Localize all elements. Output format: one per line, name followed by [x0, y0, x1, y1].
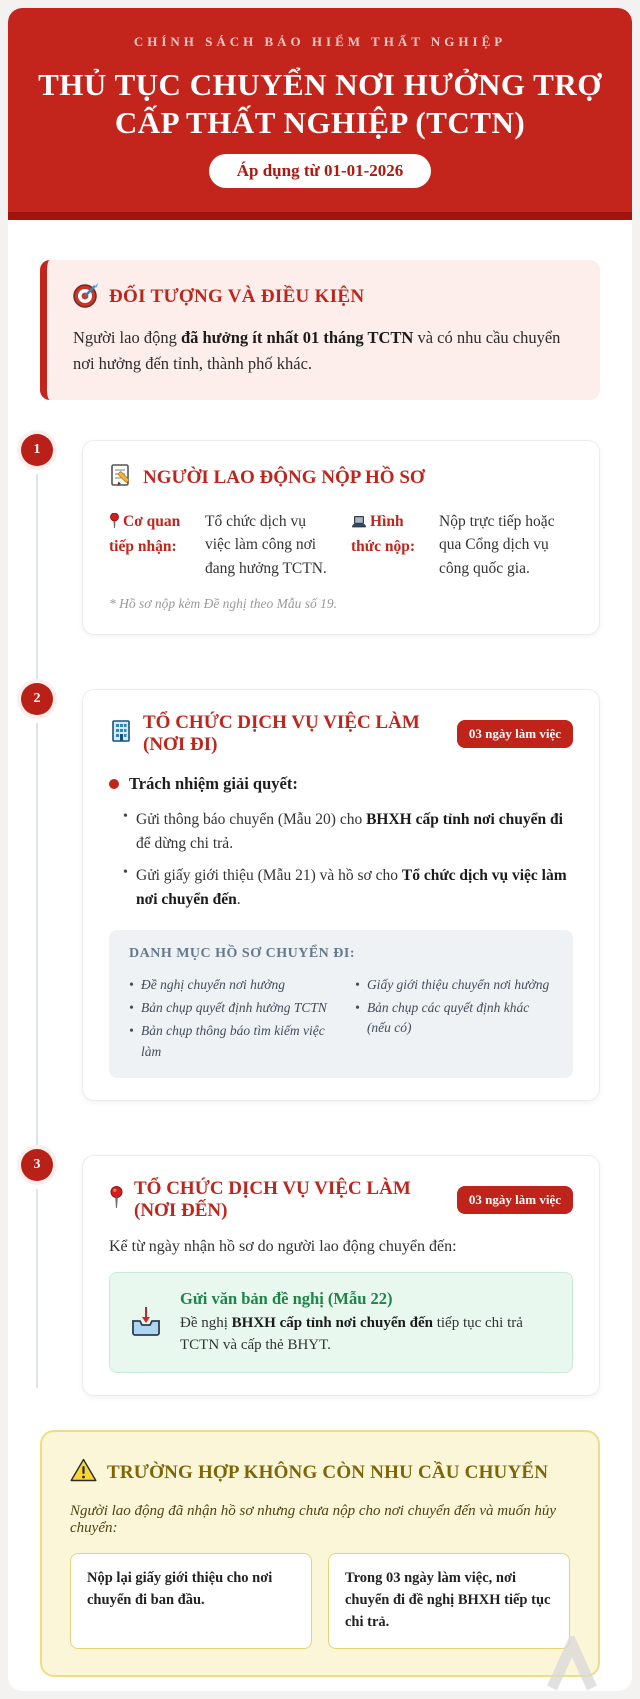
step-2-bullet-2: • Gửi giấy giới thiệu (Mẫu 21) và hồ sơ cho Tổ chức dịch vụ việc làm nơi chuyển đến.	[123, 864, 573, 912]
warning-icon	[70, 1458, 97, 1487]
step-2-card	[82, 689, 600, 1101]
submission-method-block	[351, 510, 573, 580]
sheet	[8, 8, 632, 1691]
eligibility-title: ĐỐI TƯỢNG VÀ ĐIỀU KIỆN	[109, 286, 365, 308]
doc-item: • Bản chụp quyết định hưởng TCTN	[129, 998, 337, 1018]
memo-pencil-icon	[109, 463, 133, 492]
step-1-heading	[109, 463, 573, 492]
receiving-agency-text: Tổ chức dịch vụ việc làm công nơi đang hưởng TCTN.	[205, 513, 327, 577]
cancel-boxes	[70, 1553, 570, 1648]
cancel-box-1: Nộp lại giấy giới thiệu cho nơi chuyển đi ban đầu.	[70, 1553, 312, 1648]
timeline-connector	[36, 723, 38, 1159]
step-3-intro: Kể từ ngày nhận hồ sơ do người lao động chuyển đến:	[109, 1237, 457, 1255]
doc-item: • Giấy giới thiệu chuyển nơi hưởng	[355, 975, 553, 995]
step-2	[33, 689, 600, 1101]
step-3	[33, 1155, 600, 1397]
receiving-agency-block	[109, 510, 331, 580]
step-2-heading	[109, 712, 573, 756]
step-3-action-box	[109, 1272, 573, 1374]
page-title	[32, 66, 608, 142]
timeline-connector	[36, 474, 38, 693]
step-3-number: 3	[21, 1149, 53, 1181]
effective-date-badge: Áp dụng từ 01-01-2026	[209, 154, 432, 188]
submission-method-label: Hình thức nộp:	[351, 513, 415, 556]
page-title-line1: THỦ TỤC CHUYỂN NƠI HƯỞNG TRỢ	[38, 67, 602, 102]
doc-item: • Bản chụp thông báo tìm kiếm việc làm	[129, 1021, 337, 1062]
submission-method-text: Nộp trực tiếp hoặc qua Cổng dịch vụ công quốc gia.	[439, 513, 555, 577]
step-2-number: 2	[21, 683, 53, 715]
documents-columns	[129, 972, 553, 1062]
timeline-connector	[36, 1189, 38, 1389]
watermark-logo	[546, 1636, 598, 1697]
documents-title: DANH MỤC HỒ SƠ CHUYỂN ĐI:	[129, 945, 355, 961]
cancel-heading	[70, 1458, 570, 1487]
content	[8, 220, 632, 1691]
action-body: Đề nghị BHXH cấp tỉnh nơi chuyển đến tiếp tục chi trả TCTN và cấp thẻ BHYT.	[180, 1314, 523, 1353]
documents-box	[109, 930, 573, 1078]
receiving-agency-label: Cơ quan tiếp nhận:	[109, 513, 181, 556]
step-2-bullet-1: • Gửi thông báo chuyển (Mẫu 20) cho BHXH cấp tỉnh nơi chuyển đi để dừng chi trả.	[123, 808, 573, 856]
responsibility-heading: Trách nhiệm giải quyết:	[109, 774, 573, 794]
step-3-action-text	[180, 1289, 554, 1357]
step-3-duration-badge: 03 ngày làm việc	[457, 1186, 573, 1214]
cancel-box-2: Trong 03 ngày làm việc, nơi chuyển đi đề nghị BHXH tiếp tục chi trả.	[328, 1553, 570, 1648]
steps-timeline	[33, 440, 600, 1396]
step-1	[33, 440, 600, 635]
header-banner	[8, 8, 632, 220]
doc-item: • Đề nghị chuyển nơi hưởng	[129, 975, 337, 995]
documents-col-1	[129, 972, 337, 1062]
red-dot-icon	[109, 779, 119, 789]
inbox-tray-icon	[128, 1303, 164, 1342]
step-1-title: NGƯỜI LAO ĐỘNG NỘP HỒ SƠ	[143, 466, 425, 488]
cancel-title: TRƯỜNG HỢP KHÔNG CÒN NHU CẦU CHUYỂN	[107, 1461, 549, 1483]
step-1-number: 1	[21, 434, 53, 466]
building-icon	[109, 719, 133, 748]
laptop-icon	[351, 512, 367, 535]
step-2-duration-badge: 03 ngày làm việc	[457, 720, 573, 748]
step-1-columns	[109, 510, 573, 580]
step-2-title: TỔ CHỨC DỊCH VỤ VIỆC LÀM (NƠI ĐI)	[143, 711, 420, 755]
step-1-card	[82, 440, 600, 635]
eligibility-section	[40, 260, 600, 400]
step-3-title: TỔ CHỨC DỊCH VỤ VIỆC LÀM (NƠI ĐẾN)	[134, 1177, 411, 1221]
step-3-heading	[109, 1178, 573, 1222]
header-kicker: CHÍNH SÁCH BẢO HIỂM THẤT NGHIỆP	[133, 34, 507, 49]
action-title: Gửi văn bản đề nghị (Mẫu 22)	[180, 1288, 393, 1308]
documents-col-2	[355, 972, 553, 1062]
pushpin-icon	[109, 1186, 124, 1213]
doc-item: • Bản chụp các quyết định khác (nếu có)	[355, 998, 553, 1039]
cancel-intro: Người lao động đã nhận hồ sơ nhưng chưa nộp cho nơi chuyển đến và muốn hủy chuyển:	[70, 1503, 556, 1537]
step-1-footnote: * Hồ sơ nộp kèm Đề nghị theo Mẫu số 19.	[109, 595, 338, 611]
target-icon	[73, 282, 99, 313]
cancel-section	[40, 1430, 600, 1676]
eligibility-heading	[73, 282, 574, 313]
page-title-line2: CẤP THẤT NGHIỆP (TCTN)	[114, 104, 526, 140]
step-2-bullets	[123, 808, 573, 912]
step-3-card	[82, 1155, 600, 1397]
eligibility-text: Người lao động đã hưởng ít nhất 01 tháng TCTN và có nhu cầu chuyển nơi hưởng đến tỉnh, thành phố khác.	[73, 327, 561, 374]
pushpin-icon	[109, 512, 120, 535]
